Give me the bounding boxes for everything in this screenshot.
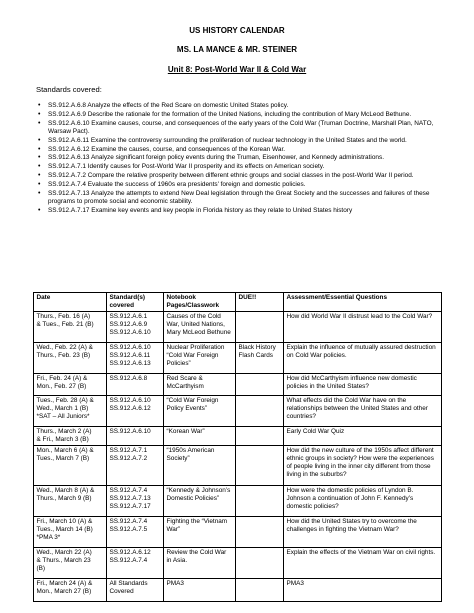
standards-cell: SS.912.A.6.10 SS.912.A.6.11 SS.912.A.6.13 [107, 342, 164, 373]
standards-cell: SS.912.A.6.12 SS.912.A.7.4 [107, 547, 164, 578]
table-row [34, 395, 442, 426]
table-row [34, 485, 442, 516]
teacher-names: MS. LA MANCE & MR. STEINER [176, 45, 298, 54]
table-row [34, 311, 442, 342]
table-row [34, 373, 442, 395]
standard-item: • SS.912.A.7.2 Compare the relative prosperity between different ethnic groups and social classes in the post-World War II period. [36, 172, 436, 180]
standards-cell: SS.912.A.7.1 SS.912.A.7.2 [107, 445, 164, 485]
assessment-cell: Explain the influence of mutually assured destruction on Cold War policies. [284, 342, 442, 373]
header-notebook: Notebook Pages/Classwork [164, 293, 236, 312]
date-cell: Wed., March 22 (A) & Thurs., March 23 (B) [34, 547, 107, 578]
due-cell: Black History Flash Cards [236, 342, 284, 373]
date-cell: Wed., Feb. 22 (A) & Thurs., Feb. 23 (B) [34, 342, 107, 373]
assessment-cell: How were the domestic policies of Lyndon B. Johnson a continuation of John F. Kennedy’s domestic policies? [284, 485, 442, 516]
header-assessment: Assessment/Essential Questions [284, 293, 442, 312]
due-cell [236, 395, 284, 426]
standards-cell: SS.912.A.6.10 SS.912.A.6.12 [107, 395, 164, 426]
header-due: DUE!! [236, 293, 284, 312]
due-cell [236, 311, 284, 342]
standards-cell: All Standards Covered [107, 578, 164, 601]
standard-item: • SS.912.A.6.10 Examine causes, course, and consequences of the early years of the Cold War (Truman Doctrine, Marshall Plan, NATO, Warsaw Pact). [36, 120, 436, 137]
notebook-cell: Fighting the “Vietnam War” [164, 516, 236, 547]
due-cell [236, 445, 284, 485]
notebook-cell: Review the Cold War in Asia. [164, 547, 236, 578]
standards-cell: SS.912.A.7.4 SS.912.A.7.13 SS.912.A.7.17 [107, 485, 164, 516]
standard-item: • SS.912.A.6.11 Examine the controversy surrounding the proliferation of nuclear technology in the United States and the world. [36, 137, 436, 145]
table-header-row [34, 293, 442, 312]
due-cell [236, 373, 284, 395]
notebook-cell: PMA3 [164, 578, 236, 601]
assessment-cell: PMA3 [284, 578, 442, 601]
table-row [34, 547, 442, 578]
assessment-cell: How did McCarthyism influence new domestic policies in the United States? [284, 373, 442, 395]
standards-list [36, 102, 436, 216]
header-standards: Standard(s) covered [107, 293, 164, 312]
standard-item: • SS.912.A.7.17 Examine key events and key people in Florida history as they relate to United States history [36, 207, 436, 215]
date-cell: Wed., March 8 (A) & Thurs., March 9 (B) [34, 485, 107, 516]
due-cell [236, 547, 284, 578]
assessment-cell: How did the United States try to overcome the challenges in fighting the Vietnam War? [284, 516, 442, 547]
standard-item: • SS.912.A.7.13 Analyze the attempts to extend New Deal legislation through the Great Society and the successes and failures of these programs to promote social and economic stability. [36, 190, 436, 207]
date-cell: Mon., March 6 (A) & Tues., March 7 (B) [34, 445, 107, 485]
due-cell [236, 578, 284, 601]
assessment-cell: Early Cold War Quiz [284, 426, 442, 445]
standard-item: • SS.912.A.7.4 Evaluate the success of 1960s era presidents' foreign and domestic policies. [36, 181, 436, 189]
standards-cell: SS.912.A.7.4 SS.912.A.7.5 [107, 516, 164, 547]
standard-item: • SS.912.A.6.9 Describe the rationale for the formation of the United Nations, including the contribution of Mary McLeod Bethune. [36, 111, 436, 119]
standards-cell: SS.912.A.6.8 [107, 373, 164, 395]
notebook-cell: “Korean War” [164, 426, 236, 445]
standard-item: • SS.912.A.6.13 Analyze significant foreign policy events during the Truman, Eisenhower, and Kennedy administrations. [36, 154, 436, 162]
date-cell: Thurs., Feb. 16 (A) & Tues., Feb. 21 (B) [34, 311, 107, 342]
notebook-cell: “Cold War Foreign Policy Events” [164, 395, 236, 426]
date-cell: Tues., Feb. 28 (A) & Wed., March 1 (B) *SAT – All Juniors* [34, 395, 107, 426]
table-row [34, 516, 442, 547]
standards-heading: Standards covered: [36, 85, 102, 94]
assessment-cell: How did World War II distrust lead to the Cold War? [284, 311, 442, 342]
unit-title: Unit 8: Post-World War II & Cold War [167, 65, 307, 74]
date-cell: Fri., March 10 (A) & Tues., March 14 (B) *PMA 3* [34, 516, 107, 547]
calendar-table [33, 292, 442, 602]
notebook-cell: “1950s American Society” [164, 445, 236, 485]
table-row [34, 342, 442, 373]
assessment-cell: Explain the effects of the Vietnam War on civil rights. [284, 547, 442, 578]
table-row [34, 426, 442, 445]
notebook-cell: Causes of the Cold War, United Nations, Mary McLeod Bethune [164, 311, 236, 342]
standard-item: • SS.912.A.6.8 Analyze the effects of the Red Scare on domestic United States policy. [36, 102, 436, 110]
header-date: Date [34, 293, 107, 312]
notebook-cell: Nuclear Proliferation “Cold War Foreign Policies” [164, 342, 236, 373]
standards-cell: SS.912.A.6.10 [107, 426, 164, 445]
notebook-cell: “Kennedy & Johnson’s Domestic Policies” [164, 485, 236, 516]
date-cell: Fri., March 24 (A) & Mon., March 27 (B) [34, 578, 107, 601]
due-cell [236, 485, 284, 516]
notebook-cell: Red Scare & McCarthyism [164, 373, 236, 395]
due-cell [236, 516, 284, 547]
standard-item: • SS.912.A.7.1 Identify causes for Post-World War II prosperity and its effects on American society. [36, 163, 436, 171]
assessment-cell: What effects did the Cold War have on the relationships between the United States and other countries? [284, 395, 442, 426]
table-row [34, 578, 442, 601]
assessment-cell: How did the new culture of the 1950s affect different ethnic groups in society? How were the experiences of people living in the inner city different from those living in the suburbs? [284, 445, 442, 485]
table-row [34, 445, 442, 485]
date-cell: Fri., Feb. 24 (A) & Mon., Feb. 27 (B) [34, 373, 107, 395]
standard-item: • SS.912.A.6.12 Examine the causes, course, and consequences of the Korean War. [36, 146, 436, 154]
standards-cell: SS.912.A.6.1 SS.912.A.6.9 SS.912.A.6.10 [107, 311, 164, 342]
calendar-title: US HISTORY CALENDAR [189, 26, 285, 35]
date-cell: Thurs., March 2 (A) & Fri., March 3 (B) [34, 426, 107, 445]
due-cell [236, 426, 284, 445]
